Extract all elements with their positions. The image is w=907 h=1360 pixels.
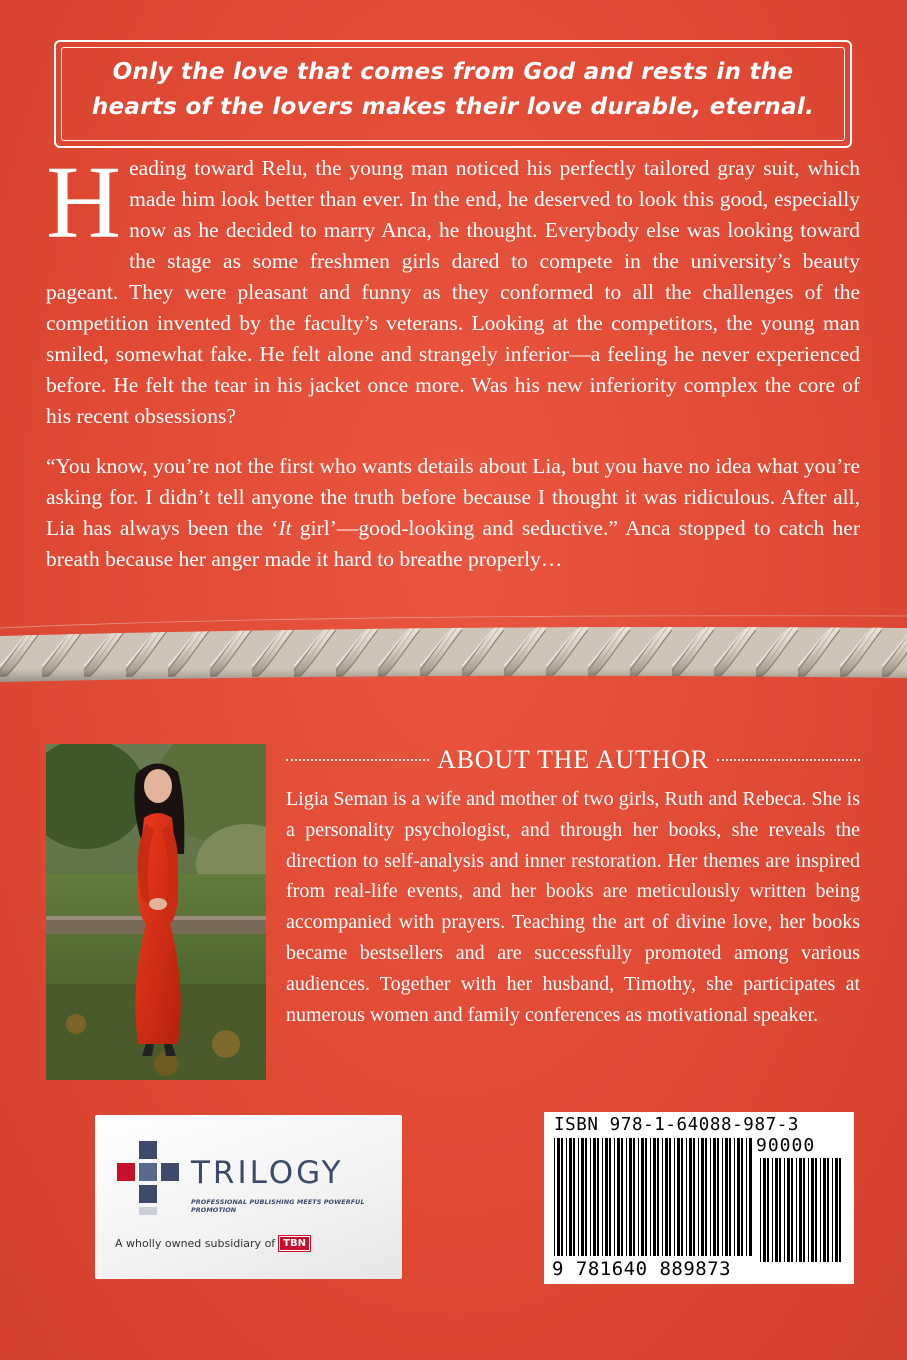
author-bio: Ligia Seman is a wife and mother of two girls, Ruth and Rebeca. She is a personality psychologist, and through her books, she reveals the direction to self-analysis and inner restoration. Her themes are inspired from real-life events, and her books are meticulously written being accompanied with prayers. Teaching the art of divine love, her books became bestsellers and are successfully promoted among various audiences. Together with her husband, Timothy, she participates at numerous women and family conferences as motivational speaker. <box>286 788 860 1026</box>
barcode-bar <box>799 1158 802 1262</box>
barcode-bar <box>590 1138 591 1256</box>
barcode-bar <box>698 1138 699 1256</box>
barcode-bar <box>689 1138 692 1256</box>
barcode-bar <box>767 1158 769 1262</box>
barcode-bar <box>605 1138 608 1256</box>
about-author-heading <box>286 743 860 777</box>
barcode-bar <box>674 1138 675 1256</box>
subsidiary-text: A wholly owned subsidiary of <box>115 1237 276 1250</box>
barcode-bar <box>585 1138 587 1256</box>
barcode-bar <box>641 1138 644 1256</box>
publisher-tagline: PROFESSIONAL PUBLISHING MEETS POWERFUL PROMOTION <box>191 1198 365 1214</box>
about-author-title: ABOUT THE AUTHOR <box>437 745 709 774</box>
barcode-bar <box>741 1138 743 1256</box>
barcode-bar <box>633 1138 635 1256</box>
barcode-bar <box>839 1158 841 1262</box>
quote-line-1: Only the love that comes from God and rests in the <box>112 59 794 85</box>
barcode-bar <box>566 1138 567 1256</box>
barcode-bar <box>669 1138 671 1256</box>
barcode-bar <box>803 1158 805 1262</box>
barcode-bar <box>573 1138 575 1256</box>
barcode-bar <box>791 1158 793 1262</box>
barcode-bar <box>581 1138 584 1256</box>
quote-text <box>56 55 850 125</box>
barcode-bar <box>662 1138 663 1256</box>
barcode-bar <box>722 1138 723 1256</box>
tbn-logo: TBN <box>279 1236 310 1251</box>
barcode-bar <box>710 1138 711 1256</box>
barcode-bar <box>749 1138 752 1256</box>
heading-dots-left <box>286 759 429 761</box>
barcode-bar <box>729 1138 731 1256</box>
barcode-bar <box>820 1158 821 1262</box>
barcode-bar <box>835 1158 838 1262</box>
rope-divider <box>0 606 907 690</box>
barcode-bar <box>705 1138 707 1256</box>
barcode-bar <box>638 1138 639 1256</box>
publisher-subsidiary <box>115 1236 310 1251</box>
heading-dots-right <box>717 759 860 761</box>
author-photo <box>46 744 266 1080</box>
isbn-label: ISBN 978-1-64088-987-3 <box>554 1115 799 1135</box>
excerpt-paragraph-2 <box>46 451 860 575</box>
barcode-bar <box>787 1158 790 1262</box>
barcode-bar <box>725 1138 728 1256</box>
excerpt-paragraph-1-text: eading toward Relu, the young man noticed his perfectly tailored gray suit, which made him look better than ever. In the end, he deserved to look this good, especially now as he decided to marry Anca, he thought. Everybody else was looking toward the stage as some freshmen girls dared to compete in the university’s beauty pageant. They were pleasant and funny as they conformed to all the challenges of the competition invented by the faculty’s veterans. Looking at the competitors, the young man smiled, somewhat fake. He felt alone and strangely inferior—a feeling he never experienced before. He felt the tear in his jacket once more. Was his new inferiority complex the core of his recent obsessions? <box>46 156 860 428</box>
barcode-bar <box>681 1138 683 1256</box>
barcode-bar <box>784 1158 785 1262</box>
barcode-bar <box>796 1158 797 1262</box>
barcode-bar <box>832 1158 833 1262</box>
barcode-bar <box>617 1138 620 1256</box>
barcode-bar <box>614 1138 615 1256</box>
barcode-bar <box>734 1138 735 1256</box>
barcode-bar <box>701 1138 704 1256</box>
barcode-bar <box>686 1138 687 1256</box>
barcode-bar <box>763 1158 766 1262</box>
barcode-bar <box>557 1138 560 1256</box>
barcode-bar <box>827 1158 829 1262</box>
barcode-bar <box>808 1158 809 1262</box>
barcode-bar <box>693 1138 695 1256</box>
barcode-bar <box>609 1138 611 1256</box>
barcode-bar <box>779 1158 781 1262</box>
barcode-bar <box>772 1158 773 1262</box>
publisher-name: TRILOGY <box>191 1155 344 1191</box>
quote-line-2: hearts of the lovers makes their love durable, eternal. <box>91 94 815 120</box>
barcode-bar <box>645 1138 647 1256</box>
publisher-logo-panel <box>95 1115 402 1279</box>
barcode-bar <box>597 1138 599 1256</box>
drop-cap: H <box>46 145 122 260</box>
barcode-bar <box>626 1138 627 1256</box>
barcode-bar <box>717 1138 719 1256</box>
barcode-bar <box>657 1138 659 1256</box>
barcode-bar <box>737 1138 740 1256</box>
barcode-bar <box>629 1138 632 1256</box>
barcode-bar <box>746 1138 747 1256</box>
barcode-bar <box>593 1138 596 1256</box>
barcode-bar <box>811 1158 814 1262</box>
quote-frame <box>54 40 852 148</box>
barcode-bars <box>552 1138 846 1262</box>
barcode-bar <box>815 1158 817 1262</box>
barcode-bar <box>713 1138 716 1256</box>
barcode-bar <box>621 1138 623 1256</box>
barcode-bar <box>578 1138 579 1256</box>
barcode-bar <box>554 1138 555 1256</box>
price-code: 90000 <box>756 1135 816 1156</box>
barcode-bar <box>602 1138 603 1256</box>
ean-digits: 9 781640 889873 <box>552 1258 732 1280</box>
barcode-bar <box>665 1138 668 1256</box>
barcode-bar <box>775 1158 778 1262</box>
barcode-bar <box>650 1138 651 1256</box>
barcode-bar <box>653 1138 656 1256</box>
excerpt-paragraph-2-before: “You know, you’re not the first who wants details about Lia, but you have no idea what you’re asking for. I didn’t tell anyone the truth before because I thought it was ridiculous. After all, Lia has always been the ‘ <box>46 454 860 540</box>
barcode-bar <box>569 1138 572 1256</box>
barcode-bar <box>677 1138 680 1256</box>
barcode-bar <box>561 1138 563 1256</box>
isbn-barcode <box>544 1112 854 1284</box>
excerpt-paragraph-1 <box>46 145 860 432</box>
excerpt-paragraph-2-after: girl’—good-looking and seductive.” Anca stopped to catch her breath because her anger made it hard to breathe properly… <box>46 516 860 571</box>
barcode-bar <box>823 1158 826 1262</box>
barcode-bar <box>760 1158 761 1262</box>
excerpt-paragraph-2-italic: It <box>278 516 292 540</box>
trilogy-cross-icon <box>117 1141 179 1217</box>
